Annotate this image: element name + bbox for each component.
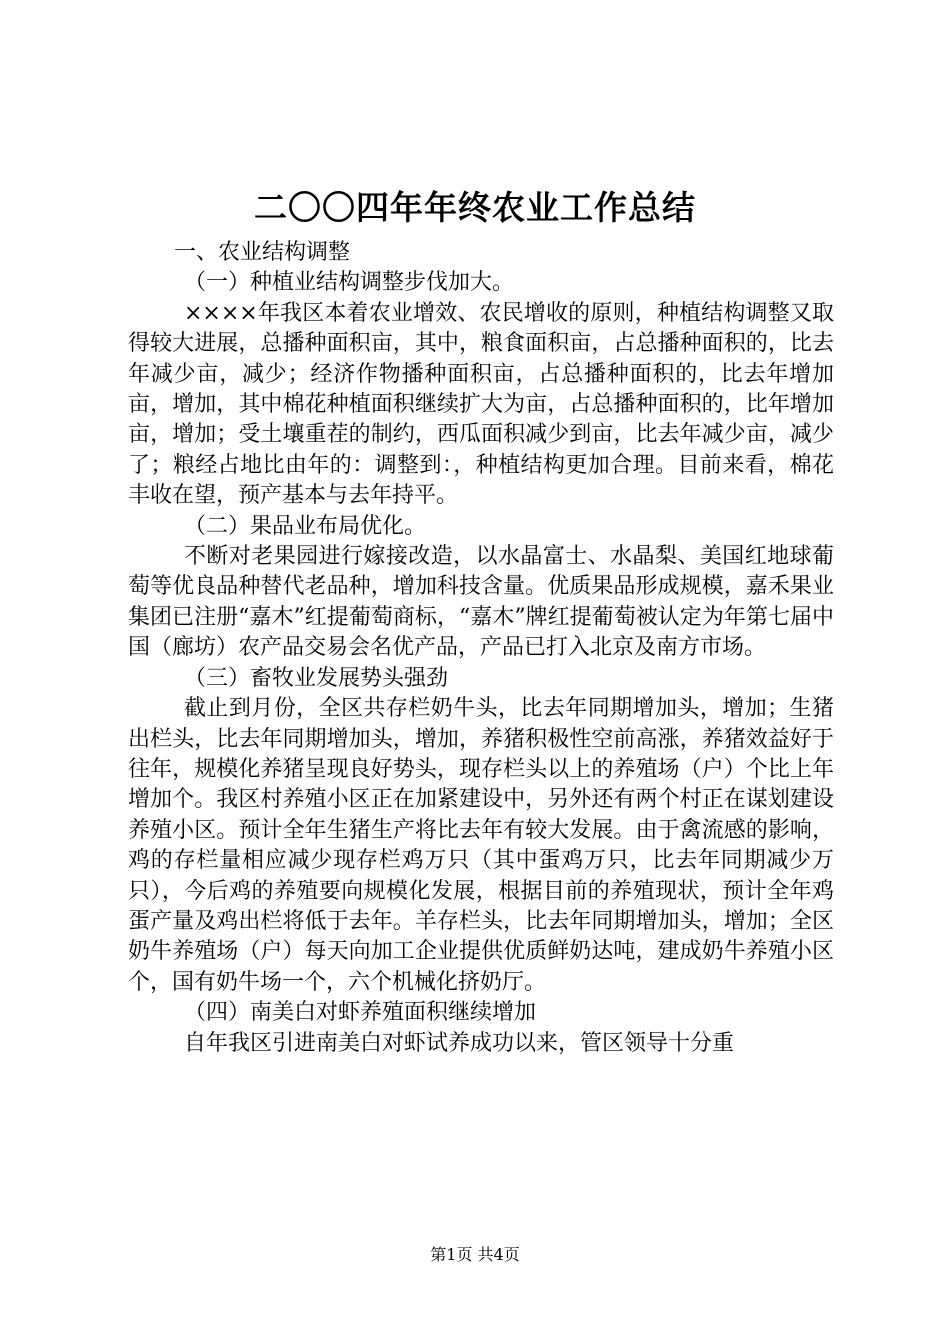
document-body — [128, 238, 834, 1059]
subsection-heading: （一）种植业结构调整步伐加大。 — [184, 270, 515, 296]
subsection-heading: （三）畜牧业发展势头强劲 — [184, 665, 449, 691]
page-footer: 第1页 共4页 — [430, 1245, 520, 1264]
page-title: 二〇〇四年年终农业工作总结 — [254, 188, 696, 227]
paragraph: 不断对老果园进行嫁接改造，以水晶富士、水晶梨、美国红地球葡萄等优良品种替代老品种，增加科技含量。优质果品形成规模，嘉禾果业集团已注册“嘉木”红提葡萄商标，“嘉木”牌红提葡萄被认定为年第七届中国（廊坊）农产品交易会名优产品，产品已打入北京及南方市场。 — [128, 544, 834, 661]
paragraph: 自年我区引进南美白对虾试养成功以来，管区领导十分重 — [184, 1030, 735, 1056]
subsection-heading: （二）果品业布局优化。 — [184, 513, 427, 539]
paragraph: ××××年我区本着农业增效、农民增收的原则，种植结构调整又取得较大进展，总播种面积亩，其中，粮食面积亩，占总播种面积的，比去年减少亩，减少；经济作物播种面积亩，占总播种面积的，比去年增加亩，增加，其中棉花种植面积继续扩大为亩，占总播种面积的，比年增加亩，增加；受土壤重茬的制约，西瓜面积减少到亩，比去年减少亩，减少了；粮经占地比由年的：调整到：，种植结构更加合理。目前来看，棉花丰收在望，预产基本与去年持平。 — [128, 300, 834, 509]
section-heading: 一、农业结构调整 — [174, 240, 351, 265]
subsection-heading: （四）南美白对虾养殖面积继续增加 — [184, 1000, 537, 1026]
paragraph: 截止到月份，全区共存栏奶牛头，比去年同期增加头，增加；生猪出栏头，比去年同期增加头，增加，养猪积极性空前高涨，养猪效益好于往年，规模化养猪呈现良好势头，现存栏头以上的养殖场（户）个比上年增加个。我区村养殖小区正在加紧建设中，另外还有两个村正在谋划建设养殖小区。预计全年生猪生产将比去年有较大发展。由于禽流感的影响，鸡的存栏量相应减少现存栏鸡万只（其中蛋鸡万只，比去年同期减少万只），今后鸡的养殖要向规模化发展，根据目前的养殖现状，预计全年鸡蛋产量及鸡出栏将低于去年。羊存栏头，比去年同期增加头，增加；全区奶牛养殖场（户）每天向加工企业提供优质鲜奶达吨，建成奶牛养殖小区个，国有奶牛场一个，六个机械化挤奶厅。 — [128, 696, 834, 995]
